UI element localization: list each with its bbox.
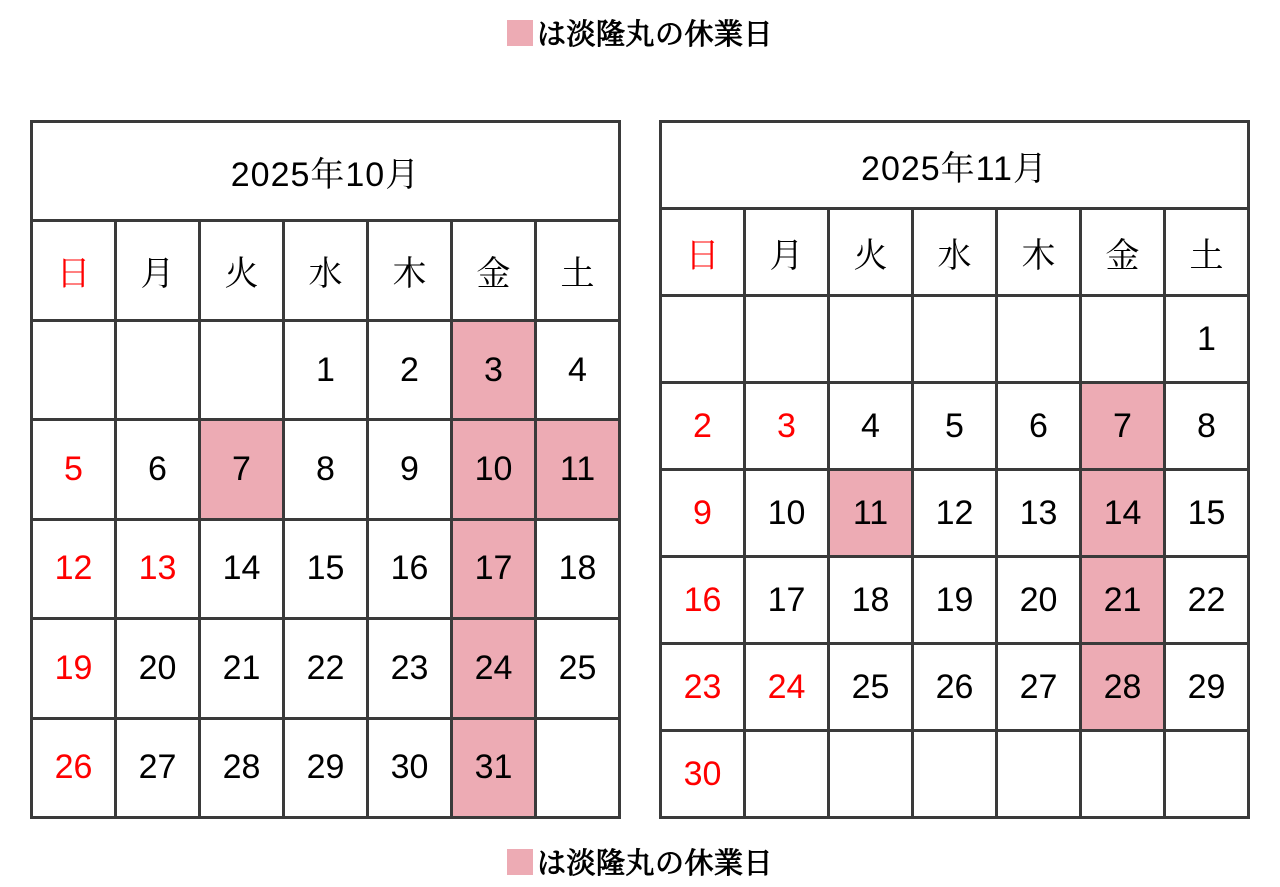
calendar-day-cell[interactable]: 10 [745, 470, 829, 557]
calendar-month-1 [30, 120, 621, 819]
calendar-day-cell[interactable]: 14 [200, 519, 284, 618]
calendar-day-cell[interactable]: 22 [1165, 557, 1249, 644]
calendar-day-cell[interactable]: 28 [1081, 644, 1165, 731]
calendar-empty-cell [997, 731, 1081, 818]
calendar-empty-cell [1081, 296, 1165, 383]
calendar-day-cell[interactable]: 19 [32, 619, 116, 718]
calendar-day-cell[interactable]: 24 [745, 644, 829, 731]
calendar-day-cell[interactable]: 30 [368, 718, 452, 817]
calendar-day-cell[interactable]: 21 [200, 619, 284, 718]
calendar-day-cell[interactable]: 28 [200, 718, 284, 817]
calendar-week-row [661, 557, 1249, 644]
dow-header-1: 月 [116, 221, 200, 320]
calendar-day-cell[interactable]: 2 [368, 320, 452, 419]
calendar-day-cell[interactable]: 6 [997, 383, 1081, 470]
dow-header-4: 木 [368, 221, 452, 320]
calendar-week-row [32, 320, 620, 419]
calendar-day-cell[interactable]: 13 [997, 470, 1081, 557]
calendar-day-cell[interactable]: 9 [661, 470, 745, 557]
dow-header-4: 木 [997, 209, 1081, 296]
calendar-empty-cell [829, 731, 913, 818]
calendar-day-cell[interactable]: 5 [32, 420, 116, 519]
calendar-day-cell[interactable]: 9 [368, 420, 452, 519]
calendar-container [0, 120, 1280, 819]
calendar-day-cell[interactable]: 16 [661, 557, 745, 644]
calendar-day-cell[interactable]: 5 [913, 383, 997, 470]
closed-day-swatch-icon [507, 849, 533, 875]
calendar-day-cell[interactable]: 14 [1081, 470, 1165, 557]
calendar-month-2 [659, 120, 1250, 819]
calendar-day-cell[interactable]: 6 [116, 420, 200, 519]
calendar-day-cell[interactable]: 3 [452, 320, 536, 419]
legend-bottom [0, 841, 1280, 882]
calendar-week-row [661, 644, 1249, 731]
calendar-day-cell[interactable]: 1 [1165, 296, 1249, 383]
calendar-empty-cell [745, 296, 829, 383]
calendar-day-cell[interactable]: 27 [997, 644, 1081, 731]
calendar-day-cell[interactable]: 2 [661, 383, 745, 470]
calendar-day-cell[interactable]: 4 [536, 320, 620, 419]
calendar-day-cell[interactable]: 16 [368, 519, 452, 618]
calendar-day-cell[interactable]: 25 [536, 619, 620, 718]
calendar-day-cell[interactable]: 29 [284, 718, 368, 817]
calendar-empty-cell [32, 320, 116, 419]
calendar-day-cell[interactable]: 10 [452, 420, 536, 519]
calendar-day-cell[interactable]: 25 [829, 644, 913, 731]
calendar-day-cell[interactable]: 21 [1081, 557, 1165, 644]
dow-header-0: 日 [32, 221, 116, 320]
calendar-day-cell[interactable]: 17 [745, 557, 829, 644]
dow-header-6: 土 [1165, 209, 1249, 296]
calendar-day-cell[interactable]: 31 [452, 718, 536, 817]
calendar-day-cell[interactable]: 8 [1165, 383, 1249, 470]
calendar-week-row [32, 420, 620, 519]
calendar-day-cell[interactable]: 12 [32, 519, 116, 618]
calendar-empty-cell [829, 296, 913, 383]
calendar-day-cell[interactable]: 15 [1165, 470, 1249, 557]
calendar-day-cell[interactable]: 29 [1165, 644, 1249, 731]
calendar-day-cell[interactable]: 4 [829, 383, 913, 470]
calendar-day-cell[interactable]: 17 [452, 519, 536, 618]
calendar-day-cell[interactable]: 7 [1081, 383, 1165, 470]
legend-top [0, 12, 1280, 53]
calendar-day-cell[interactable]: 26 [32, 718, 116, 817]
dow-header-0: 日 [661, 209, 745, 296]
calendar-empty-cell [116, 320, 200, 419]
legend-bottom-text: は淡隆丸の休業日 [536, 848, 773, 880]
closed-day-swatch-icon [507, 20, 533, 46]
calendar-day-cell[interactable]: 11 [536, 420, 620, 519]
calendar-day-cell[interactable]: 20 [997, 557, 1081, 644]
calendar-week-row [32, 619, 620, 718]
dow-header-6: 土 [536, 221, 620, 320]
calendar-empty-cell [745, 731, 829, 818]
calendar-day-cell[interactable]: 22 [284, 619, 368, 718]
calendar-day-cell[interactable]: 15 [284, 519, 368, 618]
dow-header-3: 水 [284, 221, 368, 320]
calendar-title: 2025年10月 [32, 122, 620, 221]
calendar-empty-cell [997, 296, 1081, 383]
calendar-empty-cell [536, 718, 620, 817]
calendar-empty-cell [200, 320, 284, 419]
dow-header-2: 火 [200, 221, 284, 320]
calendar-day-cell[interactable]: 3 [745, 383, 829, 470]
calendar-week-row [661, 470, 1249, 557]
dow-header-3: 水 [913, 209, 997, 296]
dow-header-1: 月 [745, 209, 829, 296]
calendar-week-row [32, 718, 620, 817]
calendar-day-cell[interactable]: 24 [452, 619, 536, 718]
calendar-day-cell[interactable]: 1 [284, 320, 368, 419]
calendar-day-cell[interactable]: 12 [913, 470, 997, 557]
dow-header-5: 金 [452, 221, 536, 320]
calendar-day-cell[interactable]: 13 [116, 519, 200, 618]
calendar-week-row [661, 296, 1249, 383]
calendar-day-cell[interactable]: 18 [829, 557, 913, 644]
legend-top-text: は淡隆丸の休業日 [536, 19, 773, 51]
calendar-day-cell[interactable]: 27 [116, 718, 200, 817]
calendar-day-cell[interactable]: 26 [913, 644, 997, 731]
calendar-empty-cell [913, 731, 997, 818]
calendar-day-cell[interactable]: 8 [284, 420, 368, 519]
calendar-week-row [32, 519, 620, 618]
calendar-day-cell[interactable]: 7 [200, 420, 284, 519]
calendar-day-cell[interactable]: 18 [536, 519, 620, 618]
calendar-title: 2025年11月 [661, 122, 1249, 209]
calendar-week-row [661, 731, 1249, 818]
calendar-empty-cell [661, 296, 745, 383]
calendar-day-cell[interactable]: 23 [661, 644, 745, 731]
calendar-day-cell[interactable]: 23 [368, 619, 452, 718]
calendar-empty-cell [1165, 731, 1249, 818]
calendar-day-cell[interactable]: 19 [913, 557, 997, 644]
calendar-day-cell[interactable]: 30 [661, 731, 745, 818]
calendar-week-row [661, 383, 1249, 470]
calendar-day-cell[interactable]: 11 [829, 470, 913, 557]
dow-header-2: 火 [829, 209, 913, 296]
dow-header-5: 金 [1081, 209, 1165, 296]
calendar-empty-cell [913, 296, 997, 383]
calendar-empty-cell [1081, 731, 1165, 818]
calendar-day-cell[interactable]: 20 [116, 619, 200, 718]
